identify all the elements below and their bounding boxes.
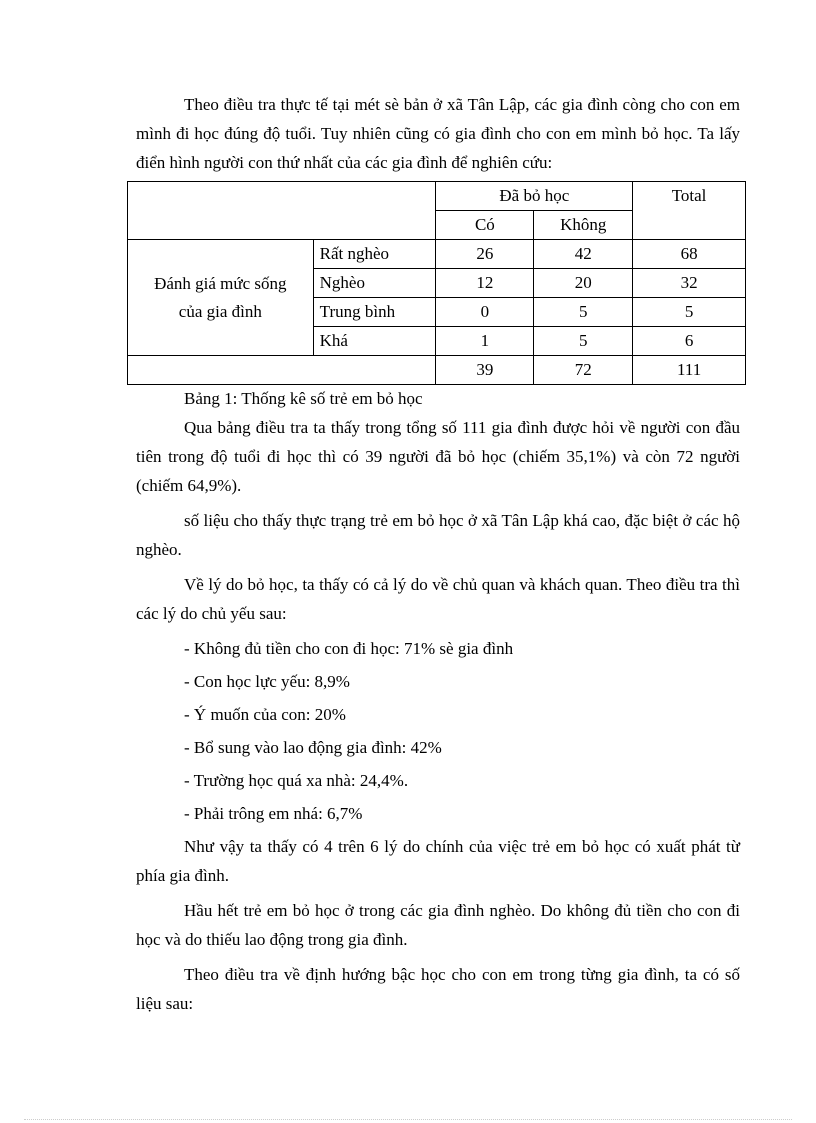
row-label-cell: Trung bình [313,298,436,327]
table-header-row [128,182,746,211]
total-value-cell: 68 [633,240,746,269]
paragraph-orientation: Theo điều tra về định hướng bậc học cho con em trong từng gia đình, ta có số liệu sau: [136,965,740,1013]
total-value-cell: 32 [633,269,746,298]
table-row [128,240,746,269]
table-corner-cell [128,182,436,240]
total-label-cell [128,356,436,385]
khong-value-cell: 5 [534,298,633,327]
khong-value-cell: 5 [534,327,633,356]
row-group-header-cell: Đánh giá mức sống của gia đình [128,240,314,356]
paragraph-situation: số liệu cho thấy thực trạng trẻ em bỏ học ở xã Tân Lập khá cao, đặc biệt ở các hộ nghèo. [136,511,740,559]
row-label-cell: Rất nghèo [313,240,436,269]
list-item: - Bổ sung vào lao động gia đình: 42% [184,738,442,757]
total-value-cell: 6 [633,327,746,356]
row-label-cell: Khá [313,327,436,356]
list-item: - Ý muốn của con: 20% [184,705,346,724]
co-value-cell: 26 [436,240,534,269]
co-total-cell: 39 [436,356,534,385]
co-value-cell: 1 [436,327,534,356]
khong-value-cell: 42 [534,240,633,269]
reason-list [136,634,740,828]
intro-paragraph: Theo điều tra thực tế tại mét sè bản ở xã Tân Lập, các gia đình còng cho con em mình đi học đúng độ tuổi. Tuy nhiên cũng có gia đình cho con em mình bỏ học. Ta lấy điển hình người con thứ nhất của các gia đình để nghiên cứu: [136,95,740,172]
group-header-cell: Đã bỏ học [436,182,633,211]
dropout-statistics-table [127,181,746,385]
table-caption: Bảng 1: Thống kê số trẻ em bỏ học [184,389,423,408]
paragraph-conclusion: Như vậy ta thấy có 4 trên 6 lý do chính của việc trẻ em bỏ học có xuất phát từ phía gia đình. [136,837,740,885]
co-header-cell: Có [436,211,534,240]
page-bottom-divider [24,1119,792,1120]
khong-value-cell: 20 [534,269,633,298]
table-total-row [128,356,746,385]
paragraph-summary: Qua bảng điều tra ta thấy trong tổng số 111 gia đình được hỏi về người con đầu tiên trong độ tuổi đi học thì có 39 người đã bỏ học (chiếm 35,1%) và còn 72 người (chiếm 64,9%). [136,418,740,495]
body-section [136,413,740,1018]
list-item: - Trường học quá xa nhà: 24,4%. [184,771,409,790]
intro-section [136,90,740,177]
list-item: - Phải trông em nhá: 6,7% [184,804,363,823]
row-label-cell: Nghèo [313,269,436,298]
co-value-cell: 0 [436,298,534,327]
paragraph-reasons-intro: Về lý do bỏ học, ta thấy có cả lý do về chủ quan và khách quan. Theo điều tra thì các lý do chủ yếu sau: [136,575,740,623]
khong-total-cell: 72 [534,356,633,385]
list-item: - Không đủ tiền cho con đi học: 71% sè gia đình [184,639,514,658]
co-value-cell: 12 [436,269,534,298]
total-header-cell: Total [633,182,746,240]
list-item: - Con học lực yếu: 8,9% [184,672,350,691]
paragraph-poverty: Hầu hết trẻ em bỏ học ở trong các gia đình nghèo. Do không đủ tiền cho con đi học và do thiếu lao động trong gia đình. [136,901,740,949]
grand-total-cell: 111 [633,356,746,385]
total-value-cell: 5 [633,298,746,327]
khong-header-cell: Không [534,211,633,240]
